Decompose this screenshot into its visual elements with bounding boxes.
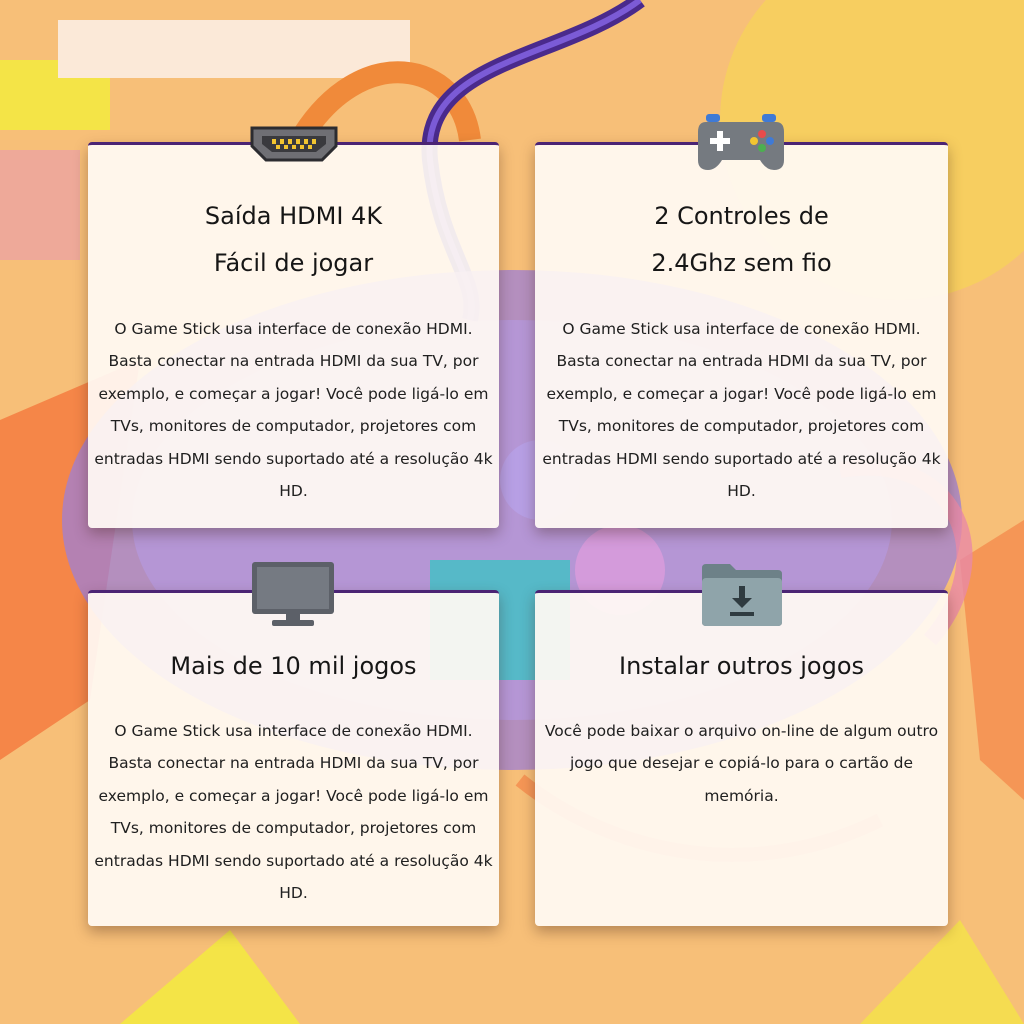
card-title-line-2: Fácil de jogar	[213, 249, 374, 277]
download-folder-icon	[700, 560, 784, 628]
feature-card-controllers	[535, 142, 948, 528]
card-title-line-2: 2.4Ghz sem fio	[651, 249, 832, 277]
card-description: O Game Stick usa interface de conexão HDMI. Basta conectar na entrada HDMI da sua TV, por exemplo, e começar a jogar! Você pode ligá-lo em TVs, monitores de computador, projetores com entradas HDMI sendo suportado até a resolução 4k HD.	[542, 320, 941, 501]
card-title-line-1: Saída HDMI 4K	[204, 202, 383, 230]
feature-card-install	[535, 590, 948, 926]
card-description: O Game Stick usa interface de conexão HDMI. Basta conectar na entrada HDMI da sua TV, por exemplo, e começar a jogar! Você pode ligá-lo em TVs, monitores de computador, projetores com entradas HDMI sendo suportado até a resolução 4k HD.	[94, 320, 493, 501]
feature-card-games	[88, 590, 499, 926]
card-title-line-1: 2 Controles de	[654, 202, 829, 230]
feature-card-hdmi	[88, 142, 499, 528]
monitor-icon	[250, 560, 336, 628]
card-title: Instalar outros jogos	[618, 652, 864, 680]
hdmi-port-icon	[248, 124, 340, 164]
card-title: Mais de 10 mil jogos	[170, 652, 417, 680]
card-description: O Game Stick usa interface de conexão HDMI. Basta conectar na entrada HDMI da sua TV, por exemplo, e começar a jogar! Você pode ligá-lo em TVs, monitores de computador, projetores com entradas HDMI sendo suportado até a resolução 4k HD.	[94, 722, 493, 903]
card-description: Você pode baixar o arquivo on-line de algum outro jogo que desejar e copiá-lo para o cartão de memória.	[544, 722, 939, 805]
gamepad-icon	[696, 112, 786, 172]
